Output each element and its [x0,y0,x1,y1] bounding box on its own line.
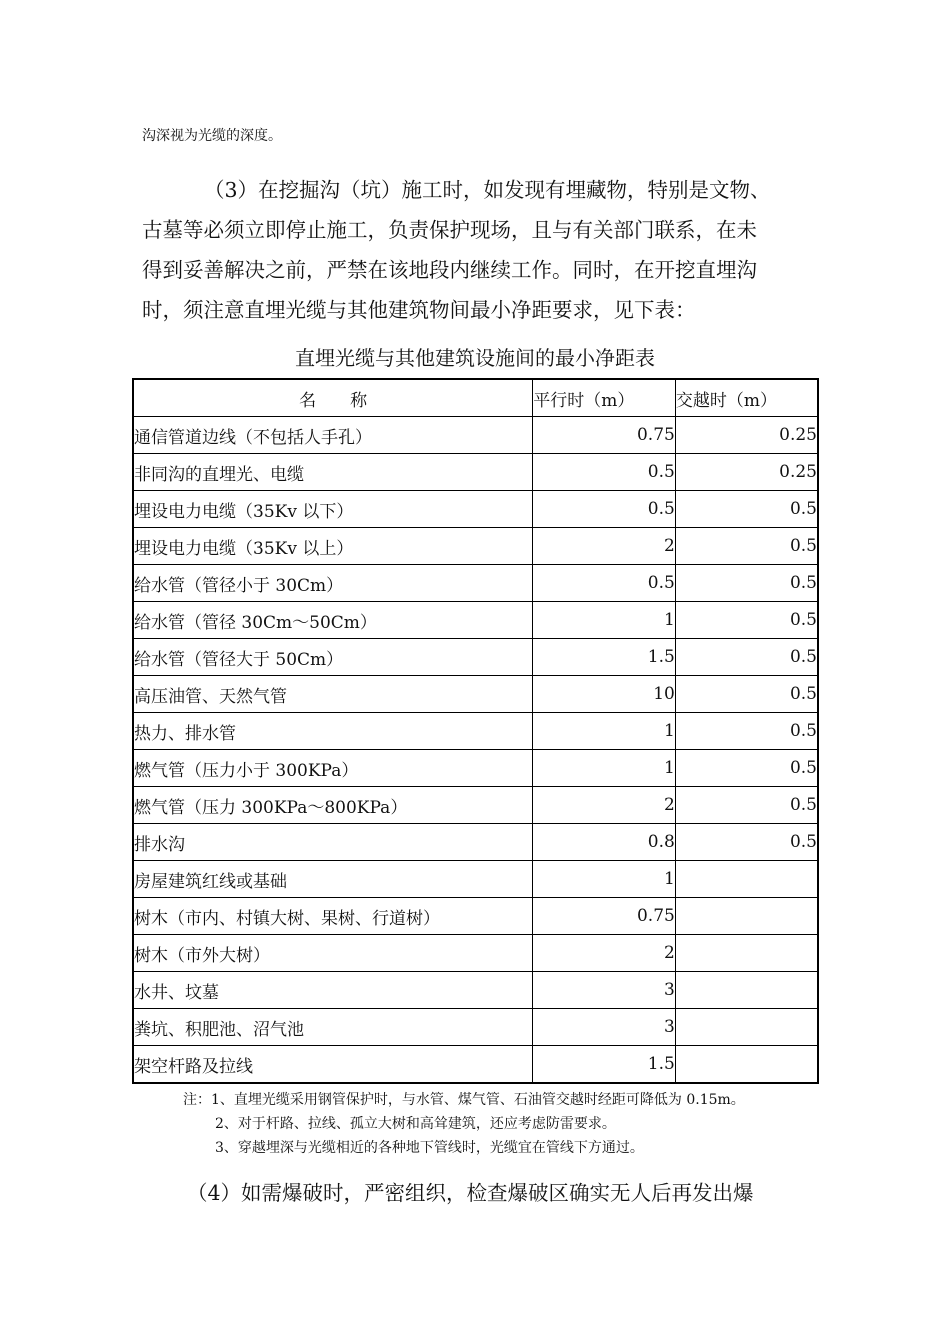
note-2: 2、对于杆路、拉线、孤立大树和高耸建筑，还应考虑防雷要求。 [215,1116,616,1132]
row-name-cell: 埋设电力电缆（35Kv 以上） [133,528,533,565]
table-row [133,935,818,972]
row-name-cell: 高压油管、天然气管 [133,676,533,713]
row-name-cell: 给水管（管径 30Cm～50Cm） [133,602,533,639]
row-parallel-cell: 0.75 [533,898,676,935]
distance-table [132,378,819,1084]
header-crossing: 交越时（m） [675,379,818,417]
row-crossing-cell: 0.5 [675,750,818,787]
paragraph-3-line-1: （3）在挖掘沟（坑）施工时，如发现有埋藏物，特别是文物、 [204,178,771,202]
row-parallel-cell: 0.5 [533,491,676,528]
table-row [133,528,818,565]
table-row [133,639,818,676]
row-parallel-cell: 1 [533,602,676,639]
table-title: 直埋光缆与其他建筑设施间的最小净距表 [295,346,655,370]
row-name-cell: 给水管（管径大于 50Cm） [133,639,533,676]
row-parallel-cell: 1 [533,750,676,787]
table-row [133,565,818,602]
row-crossing-cell: 0.25 [675,454,818,491]
row-crossing-cell: 0.5 [675,491,818,528]
table-row [133,1046,818,1084]
table-row [133,713,818,750]
table-row [133,861,818,898]
row-name-cell: 水井、坟墓 [133,972,533,1009]
row-parallel-cell: 3 [533,972,676,1009]
row-name-cell: 热力、排水管 [133,713,533,750]
row-parallel-cell: 10 [533,676,676,713]
row-crossing-cell [675,861,818,898]
header-name: 名 称 [133,379,533,417]
row-parallel-cell: 1 [533,713,676,750]
row-crossing-cell: 0.5 [675,639,818,676]
row-parallel-cell: 3 [533,1009,676,1046]
row-name-cell: 非同沟的直埋光、电缆 [133,454,533,491]
table-row [133,972,818,1009]
row-name-cell: 树木（市外大树） [133,935,533,972]
row-name-cell: 树木（市内、村镇大树、果树、行道树） [133,898,533,935]
row-name-cell: 埋设电力电缆（35Kv 以下） [133,491,533,528]
row-crossing-cell [675,972,818,1009]
paragraph-4: （4）如需爆破时，严密组织，检查爆破区确实无人后再发出爆 [187,1181,754,1205]
row-name-cell: 通信管道边线（不包括人手孔） [133,417,533,454]
intro-line: 沟深视为光缆的深度。 [142,128,282,144]
table-row [133,491,818,528]
table-row [133,824,818,861]
row-parallel-cell: 2 [533,787,676,824]
row-crossing-cell: 0.5 [675,676,818,713]
row-parallel-cell: 1 [533,861,676,898]
paragraph-3-line-3: 得到妥善解决之前，严禁在该地段内继续工作。同时，在开挖直埋沟 [142,258,757,282]
paragraph-3 [142,170,832,330]
table-row [133,602,818,639]
row-crossing-cell [675,1009,818,1046]
row-name-cell: 燃气管（压力 300KPa～800KPa） [133,787,533,824]
paragraph-3-line-4: 时，须注意直埋光缆与其他建筑物间最小净距要求，见下表： [142,298,696,322]
note-3: 3、穿越埋深与光缆相近的各种地下管线时，光缆宜在管线下方通过。 [215,1140,644,1156]
table-row [133,454,818,491]
row-name-cell: 房屋建筑红线或基础 [133,861,533,898]
row-name-cell: 燃气管（压力小于 300KPa） [133,750,533,787]
row-crossing-cell: 0.5 [675,787,818,824]
row-crossing-cell: 0.5 [675,824,818,861]
row-parallel-cell: 2 [533,528,676,565]
row-crossing-cell: 0.5 [675,565,818,602]
note-1: 注：1、直埋光缆采用钢管保护时，与水管、煤气管、石油管交越时经距可降低为 0.15m。 [183,1092,745,1108]
row-name-cell: 给水管（管径小于 30Cm） [133,565,533,602]
table-body [133,417,818,1084]
row-crossing-cell: 0.5 [675,528,818,565]
row-name-cell: 排水沟 [133,824,533,861]
row-crossing-cell: 0.5 [675,602,818,639]
row-parallel-cell: 1.5 [533,639,676,676]
row-crossing-cell [675,1046,818,1084]
table-row [133,787,818,824]
row-crossing-cell [675,935,818,972]
paragraph-3-line-2: 古墓等必须立即停止施工，负责保护现场，且与有关部门联系，在未 [142,218,757,242]
row-parallel-cell: 0.8 [533,824,676,861]
table-row [133,417,818,454]
row-name-cell: 架空杆路及拉线 [133,1046,533,1084]
table-header-row [133,379,818,417]
table-row [133,898,818,935]
table-notes [183,1088,745,1160]
header-parallel: 平行时（m） [533,379,676,417]
row-name-cell: 粪坑、积肥池、沼气池 [133,1009,533,1046]
row-parallel-cell: 0.5 [533,565,676,602]
row-parallel-cell: 0.75 [533,417,676,454]
row-parallel-cell: 0.5 [533,454,676,491]
row-parallel-cell: 2 [533,935,676,972]
row-crossing-cell [675,898,818,935]
row-crossing-cell: 0.5 [675,713,818,750]
table-row [133,1009,818,1046]
row-parallel-cell: 1.5 [533,1046,676,1084]
row-crossing-cell: 0.25 [675,417,818,454]
table-row [133,750,818,787]
table-row [133,676,818,713]
